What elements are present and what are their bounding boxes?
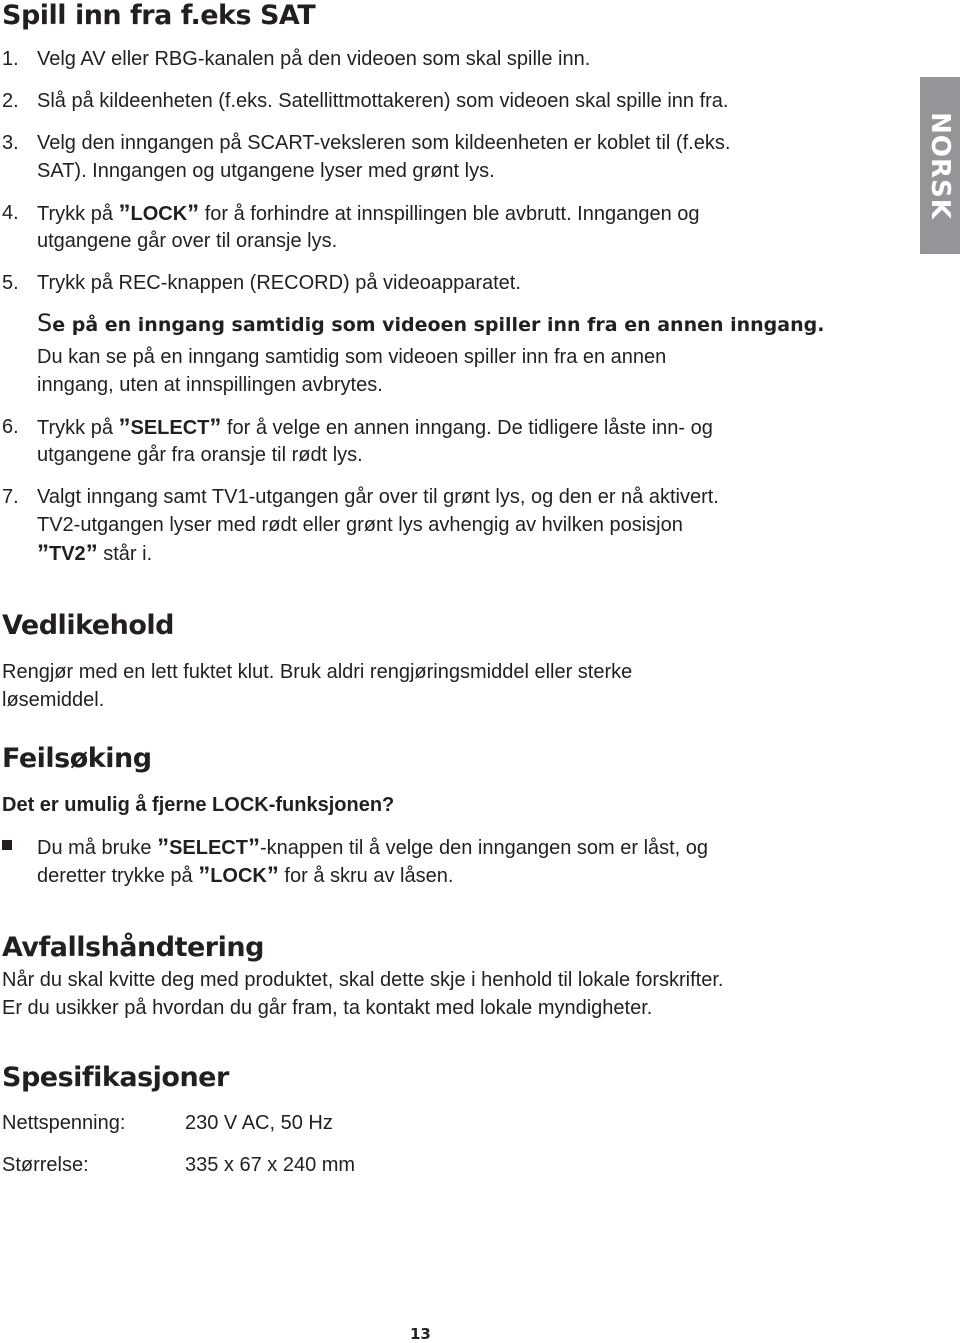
step-text-post: for å velge en annen inngang. De tidligere låste inn- og bbox=[226, 417, 713, 439]
answer-line2-pre: deretter trykke på bbox=[37, 865, 193, 887]
disposal-line1: Når du skal kvitte deg med produktet, skal dette skje i henhold til lokale forskrifter. bbox=[2, 969, 724, 991]
step-text-line1: Valgt inngang samt TV1-utgangen går over til grønt lys, og den er nå aktivert. bbox=[37, 486, 719, 508]
section-title-disposal: Avfallshåndtering bbox=[2, 932, 264, 963]
spec-label: Nettspenning: bbox=[2, 1112, 126, 1134]
key-lock: LOCK bbox=[130, 203, 188, 225]
answer-line2-post: for å skru av låsen. bbox=[284, 865, 454, 887]
language-tab-label: NORSK bbox=[925, 111, 955, 220]
maintenance-line1: Rengjør med en lett fuktet klut. Bruk aldri rengjøringsmiddel eller sterke bbox=[2, 661, 633, 683]
step-text-post: for å forhindre at innspillingen ble avbrutt. Inngangen og bbox=[204, 203, 700, 225]
step-text: Slå på kildeenheten (f.eks. Satellittmottakeren) som videoen skal spille inn fra. bbox=[37, 90, 729, 112]
step-number: 2. bbox=[2, 90, 19, 112]
step-text-pre: Trykk på bbox=[37, 417, 113, 439]
step-text-line1: Trykk på ”SELECT” for å velge en annen inngang. De tidligere låste inn- og bbox=[37, 414, 713, 441]
troubleshooting-answer-line1: Du må bruke ”SELECT”-knappen til å velge den inngangen som er låst, og bbox=[37, 834, 709, 861]
section-title-specs: Spesifikasjoner bbox=[2, 1062, 229, 1093]
step-text-post: står i. bbox=[103, 543, 153, 565]
key-select: SELECT bbox=[169, 837, 248, 859]
subheading-watch-input bbox=[37, 309, 824, 339]
answer-pre: Du må bruke bbox=[37, 837, 152, 859]
troubleshooting-answer-line2: deretter trykke på ”LOCK” for å skru av låsen. bbox=[37, 862, 454, 889]
step-number: 5. bbox=[2, 272, 19, 294]
step-number: 7. bbox=[2, 486, 19, 508]
spec-value: 230 V AC, 50 Hz bbox=[185, 1112, 333, 1134]
step-text-line2: TV2-utgangen lyser med rødt eller grønt lys avhengig av hvilken posisjon bbox=[37, 514, 683, 536]
step-text-pre: Trykk på bbox=[37, 203, 113, 225]
section-title-maintenance: Vedlikehold bbox=[2, 610, 174, 641]
step-text-line1: Velg den inngangen på SCART-veksleren som kildeenheten er koblet til (f.eks. bbox=[37, 132, 731, 154]
step-text: Velg AV eller RBG-kanalen på den videoen som skal spille inn. bbox=[37, 48, 591, 70]
step-text-line2: SAT). Inngangen og utgangene lyser med grønt lys. bbox=[37, 160, 495, 182]
subheading-initial: S bbox=[37, 309, 53, 337]
key-tv2: TV2 bbox=[49, 543, 86, 565]
answer-mid: -knappen til å velge den inngangen som er låst, og bbox=[259, 837, 709, 859]
disposal-line2: Er du usikker på hvordan du går fram, ta kontakt med lokale myndigheter. bbox=[2, 997, 653, 1019]
step-text-line2: utgangene går fra oransje til rødt lys. bbox=[37, 444, 363, 466]
key-select: SELECT bbox=[130, 417, 210, 439]
page-number: 13 bbox=[410, 1325, 431, 1343]
step-text: Trykk på REC-knappen (RECORD) på videoapparatet. bbox=[37, 272, 521, 294]
step-text-line1: Trykk på ”LOCK” for å forhindre at innspillingen ble avbrutt. Inngangen og bbox=[37, 200, 700, 227]
subheading-rest: e på en inngang samtidig som videoen spiller inn fra en annen inngang. bbox=[52, 314, 825, 336]
sub-paragraph-line1: Du kan se på en inngang samtidig som videoen spiller inn fra en annen bbox=[37, 346, 667, 368]
language-tab bbox=[920, 77, 960, 254]
step-text-line3: ”TV2” står i. bbox=[37, 540, 153, 567]
step-number: 4. bbox=[2, 202, 19, 224]
sub-paragraph-line2: inngang, uten at innspillingen avbrytes. bbox=[37, 374, 383, 396]
step-number: 6. bbox=[2, 416, 19, 438]
step-number: 1. bbox=[2, 48, 19, 70]
spec-label: Størrelse: bbox=[2, 1154, 89, 1176]
maintenance-line2: løsemiddel. bbox=[2, 689, 105, 711]
troubleshooting-question: Det er umulig å fjerne LOCK-funksjonen? bbox=[2, 794, 395, 816]
step-number: 3. bbox=[2, 132, 19, 154]
spec-value: 335 x 67 x 240 mm bbox=[185, 1154, 356, 1176]
key-lock: LOCK bbox=[210, 865, 267, 887]
section-title-troubleshooting: Feilsøking bbox=[2, 743, 152, 774]
step-text-line2: utgangene går over til oransje lys. bbox=[37, 230, 338, 252]
bullet-square-icon bbox=[2, 840, 12, 850]
section-title-recording: Spill inn fra f.eks SAT bbox=[2, 0, 316, 31]
